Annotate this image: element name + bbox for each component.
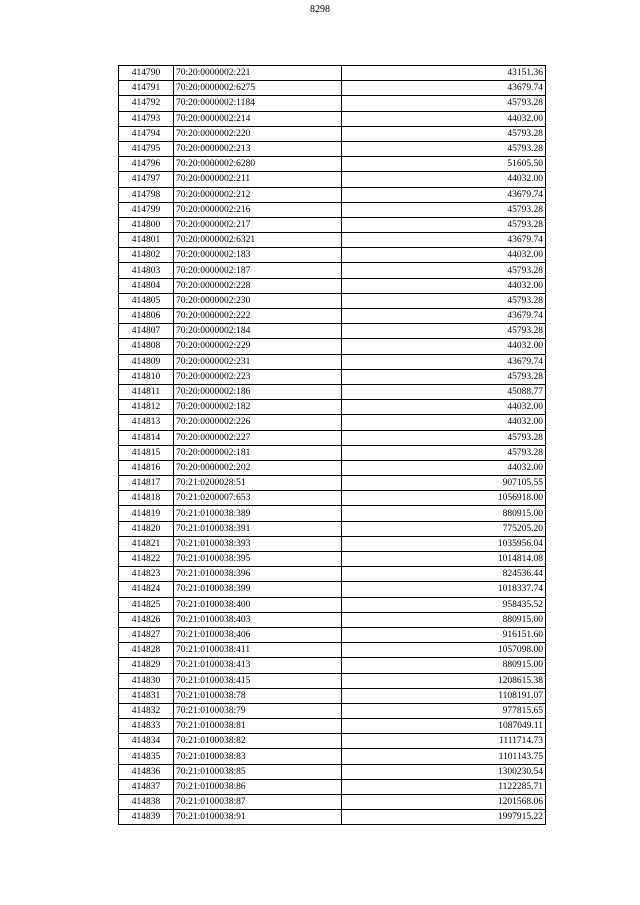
value-cell: 45793.28 (342, 430, 546, 445)
row-number-cell: 414806 (119, 309, 174, 324)
value-cell: 45793.28 (342, 202, 546, 217)
value-cell: 1014814.08 (342, 552, 546, 567)
cadastral-number-cell: 70:20:0000002:227 (174, 430, 342, 445)
table-row (119, 126, 546, 141)
cadastral-number-cell: 70:20:0000002:221 (174, 66, 342, 81)
value-cell: 44032.00 (342, 111, 546, 126)
row-number-cell: 414816 (119, 460, 174, 475)
value-cell: 44032.00 (342, 460, 546, 475)
value-cell: 44032.00 (342, 248, 546, 263)
row-number-cell: 414796 (119, 157, 174, 172)
cadastral-number-cell: 70:21:0100038:83 (174, 749, 342, 764)
table-row (119, 187, 546, 202)
table-row (119, 643, 546, 658)
row-number-cell: 414836 (119, 764, 174, 779)
cadastral-number-cell: 70:20:0000002:217 (174, 217, 342, 232)
table-row (119, 217, 546, 232)
value-cell: 1111714.73 (342, 734, 546, 749)
cadastral-number-cell: 70:20:0000002:184 (174, 324, 342, 339)
cadastral-number-cell: 70:21:0100038:413 (174, 658, 342, 673)
value-cell: 880915.00 (342, 506, 546, 521)
cadastral-number-cell: 70:21:0100038:85 (174, 764, 342, 779)
table-row (119, 278, 546, 293)
table-row (119, 172, 546, 187)
value-cell: 1201568.06 (342, 795, 546, 810)
row-number-cell: 414814 (119, 430, 174, 445)
row-number-cell: 414837 (119, 779, 174, 794)
value-cell: 51605.50 (342, 157, 546, 172)
row-number-cell: 414824 (119, 582, 174, 597)
table-row (119, 673, 546, 688)
value-cell: 45793.28 (342, 324, 546, 339)
value-cell: 824536.44 (342, 567, 546, 582)
row-number-cell: 414807 (119, 324, 174, 339)
row-number-cell: 414831 (119, 688, 174, 703)
table-row (119, 627, 546, 642)
row-number-cell: 414808 (119, 339, 174, 354)
value-cell: 45793.28 (342, 369, 546, 384)
cadastral-number-cell: 70:21:0100038:79 (174, 703, 342, 718)
row-number-cell: 414798 (119, 187, 174, 202)
row-number-cell: 414800 (119, 217, 174, 232)
table-row (119, 263, 546, 278)
value-cell: 1300230.54 (342, 764, 546, 779)
table-row (119, 460, 546, 475)
row-number-cell: 414797 (119, 172, 174, 187)
value-cell: 43679.74 (342, 233, 546, 248)
table-row (119, 658, 546, 673)
value-cell: 45793.28 (342, 217, 546, 232)
cadastral-number-cell: 70:20:0000002:181 (174, 445, 342, 460)
row-number-cell: 414827 (119, 627, 174, 642)
cadastral-number-cell: 70:20:0000002:1184 (174, 96, 342, 111)
row-number-cell: 414826 (119, 612, 174, 627)
table-row (119, 582, 546, 597)
value-cell: 44032.00 (342, 339, 546, 354)
table-row (119, 369, 546, 384)
value-cell: 916151.60 (342, 627, 546, 642)
value-cell: 44032.00 (342, 415, 546, 430)
table-row (119, 612, 546, 627)
cadastral-number-cell: 70:20:0000002:230 (174, 293, 342, 308)
row-number-cell: 414810 (119, 369, 174, 384)
cadastral-number-cell: 70:20:0000002:226 (174, 415, 342, 430)
cadastral-number-cell: 70:20:0000002:223 (174, 369, 342, 384)
cadastral-number-cell: 70:20:0000002:6321 (174, 233, 342, 248)
row-number-cell: 414802 (119, 248, 174, 263)
row-number-cell: 414815 (119, 445, 174, 460)
cadastral-number-cell: 70:21:0100038:406 (174, 627, 342, 642)
value-cell: 45793.28 (342, 445, 546, 460)
table-row (119, 779, 546, 794)
cadastral-number-cell: 70:20:0000002:186 (174, 384, 342, 399)
row-number-cell: 414832 (119, 703, 174, 718)
cadastral-number-cell: 70:20:0000002:213 (174, 141, 342, 156)
row-number-cell: 414792 (119, 96, 174, 111)
cadastral-number-cell: 70:20:0000002:6280 (174, 157, 342, 172)
table-row (119, 157, 546, 172)
cadastral-number-cell: 70:20:0000002:212 (174, 187, 342, 202)
table-row (119, 96, 546, 111)
table-row (119, 749, 546, 764)
value-cell: 45793.28 (342, 126, 546, 141)
value-cell: 45793.28 (342, 96, 546, 111)
cadastral-number-cell: 70:20:0000002:182 (174, 400, 342, 415)
table-row (119, 400, 546, 415)
value-cell: 1056918.00 (342, 491, 546, 506)
table-row (119, 597, 546, 612)
cadastral-number-cell: 70:21:0100038:78 (174, 688, 342, 703)
row-number-cell: 414799 (119, 202, 174, 217)
cadastral-number-cell: 70:20:0000002:229 (174, 339, 342, 354)
cadastral-number-cell: 70:21:0100038:396 (174, 567, 342, 582)
table-row (119, 506, 546, 521)
cadastral-number-cell: 70:20:0000002:202 (174, 460, 342, 475)
row-number-cell: 414813 (119, 415, 174, 430)
table-row (119, 81, 546, 96)
cadastral-number-cell: 70:21:0100038:82 (174, 734, 342, 749)
value-cell: 1035956.04 (342, 536, 546, 551)
table-row (119, 309, 546, 324)
cadastral-number-cell: 70:21:0100038:389 (174, 506, 342, 521)
value-cell: 1018337.74 (342, 582, 546, 597)
row-number-cell: 414790 (119, 66, 174, 81)
cadastral-number-cell: 70:21:0100038:395 (174, 552, 342, 567)
value-cell: 775205.20 (342, 521, 546, 536)
row-number-cell: 414820 (119, 521, 174, 536)
row-number-cell: 414794 (119, 126, 174, 141)
row-number-cell: 414822 (119, 552, 174, 567)
value-cell: 45793.28 (342, 293, 546, 308)
value-cell: 1997915.22 (342, 810, 546, 825)
cadastral-number-cell: 70:21:0100038:400 (174, 597, 342, 612)
cadastral-number-cell: 70:21:0200007:653 (174, 491, 342, 506)
value-cell: 907105.55 (342, 476, 546, 491)
row-number-cell: 414809 (119, 354, 174, 369)
value-cell: 44032.00 (342, 278, 546, 293)
table-row (119, 810, 546, 825)
table-row (119, 202, 546, 217)
value-cell: 1208615.38 (342, 673, 546, 688)
table-row (119, 354, 546, 369)
row-number-cell: 414829 (119, 658, 174, 673)
cadastral-number-cell: 70:20:0000002:228 (174, 278, 342, 293)
row-number-cell: 414839 (119, 810, 174, 825)
value-cell: 45793.28 (342, 263, 546, 278)
cadastral-number-cell: 70:20:0000002:220 (174, 126, 342, 141)
row-number-cell: 414804 (119, 278, 174, 293)
table-row (119, 430, 546, 445)
row-number-cell: 414818 (119, 491, 174, 506)
row-number-cell: 414817 (119, 476, 174, 491)
cadastral-number-cell: 70:20:0000002:211 (174, 172, 342, 187)
row-number-cell: 414830 (119, 673, 174, 688)
row-number-cell: 414823 (119, 567, 174, 582)
table-row (119, 521, 546, 536)
table-row (119, 445, 546, 460)
row-number-cell: 414811 (119, 384, 174, 399)
table-row (119, 734, 546, 749)
cadastral-number-cell: 70:20:0000002:183 (174, 248, 342, 263)
row-number-cell: 414838 (119, 795, 174, 810)
row-number-cell: 414828 (119, 643, 174, 658)
table-row (119, 415, 546, 430)
cadastral-number-cell: 70:21:0100038:87 (174, 795, 342, 810)
table-row (119, 141, 546, 156)
value-cell: 44032.00 (342, 400, 546, 415)
row-number-cell: 414833 (119, 719, 174, 734)
cadastral-number-cell: 70:21:0100038:403 (174, 612, 342, 627)
cadastral-number-cell: 70:20:0000002:214 (174, 111, 342, 126)
cadastral-number-cell: 70:20:0000002:187 (174, 263, 342, 278)
value-cell: 880915.00 (342, 658, 546, 673)
value-cell: 43679.74 (342, 187, 546, 202)
row-number-cell: 414834 (119, 734, 174, 749)
page-number: 8298 (310, 4, 330, 15)
value-cell: 1101143.75 (342, 749, 546, 764)
cadastral-number-cell: 70:21:0100038:391 (174, 521, 342, 536)
table-row (119, 795, 546, 810)
table-row (119, 688, 546, 703)
cadastral-number-cell: 70:21:0100038:81 (174, 719, 342, 734)
row-number-cell: 414835 (119, 749, 174, 764)
table-row (119, 248, 546, 263)
cadastral-number-cell: 70:21:0200028:51 (174, 476, 342, 491)
value-cell: 880915.00 (342, 612, 546, 627)
cadastral-number-cell: 70:20:0000002:216 (174, 202, 342, 217)
row-number-cell: 414795 (119, 141, 174, 156)
cadastral-number-cell: 70:21:0100038:415 (174, 673, 342, 688)
table-row (119, 764, 546, 779)
table-row (119, 324, 546, 339)
table-row (119, 476, 546, 491)
value-cell: 977815.65 (342, 703, 546, 718)
cadastral-number-cell: 70:20:0000002:6275 (174, 81, 342, 96)
value-cell: 1087049.11 (342, 719, 546, 734)
table-row (119, 552, 546, 567)
value-cell: 1057098.00 (342, 643, 546, 658)
table-row (119, 719, 546, 734)
table-row (119, 233, 546, 248)
cadastral-number-cell: 70:21:0100038:399 (174, 582, 342, 597)
row-number-cell: 414793 (119, 111, 174, 126)
cadastral-number-cell: 70:21:0100038:393 (174, 536, 342, 551)
value-cell: 958435.52 (342, 597, 546, 612)
row-number-cell: 414812 (119, 400, 174, 415)
table-row (119, 293, 546, 308)
value-cell: 45088.77 (342, 384, 546, 399)
table-row (119, 66, 546, 81)
table-row (119, 339, 546, 354)
row-number-cell: 414803 (119, 263, 174, 278)
table-row (119, 567, 546, 582)
table-row (119, 384, 546, 399)
value-cell: 44032.00 (342, 172, 546, 187)
row-number-cell: 414819 (119, 506, 174, 521)
row-number-cell: 414805 (119, 293, 174, 308)
registry-table-body (119, 66, 546, 825)
table-row (119, 111, 546, 126)
value-cell: 43679.74 (342, 354, 546, 369)
cadastral-number-cell: 70:20:0000002:222 (174, 309, 342, 324)
value-cell: 43151.36 (342, 66, 546, 81)
registry-table (118, 65, 546, 825)
table-row (119, 536, 546, 551)
cadastral-number-cell: 70:21:0100038:86 (174, 779, 342, 794)
table-row (119, 703, 546, 718)
row-number-cell: 414825 (119, 597, 174, 612)
row-number-cell: 414791 (119, 81, 174, 96)
value-cell: 43679.74 (342, 309, 546, 324)
value-cell: 45793.28 (342, 141, 546, 156)
row-number-cell: 414821 (119, 536, 174, 551)
cadastral-number-cell: 70:21:0100038:91 (174, 810, 342, 825)
value-cell: 1122285.71 (342, 779, 546, 794)
cadastral-number-cell: 70:21:0100038:411 (174, 643, 342, 658)
value-cell: 43679.74 (342, 81, 546, 96)
row-number-cell: 414801 (119, 233, 174, 248)
value-cell: 1108191.07 (342, 688, 546, 703)
cadastral-number-cell: 70:20:0000002:231 (174, 354, 342, 369)
table-row (119, 491, 546, 506)
